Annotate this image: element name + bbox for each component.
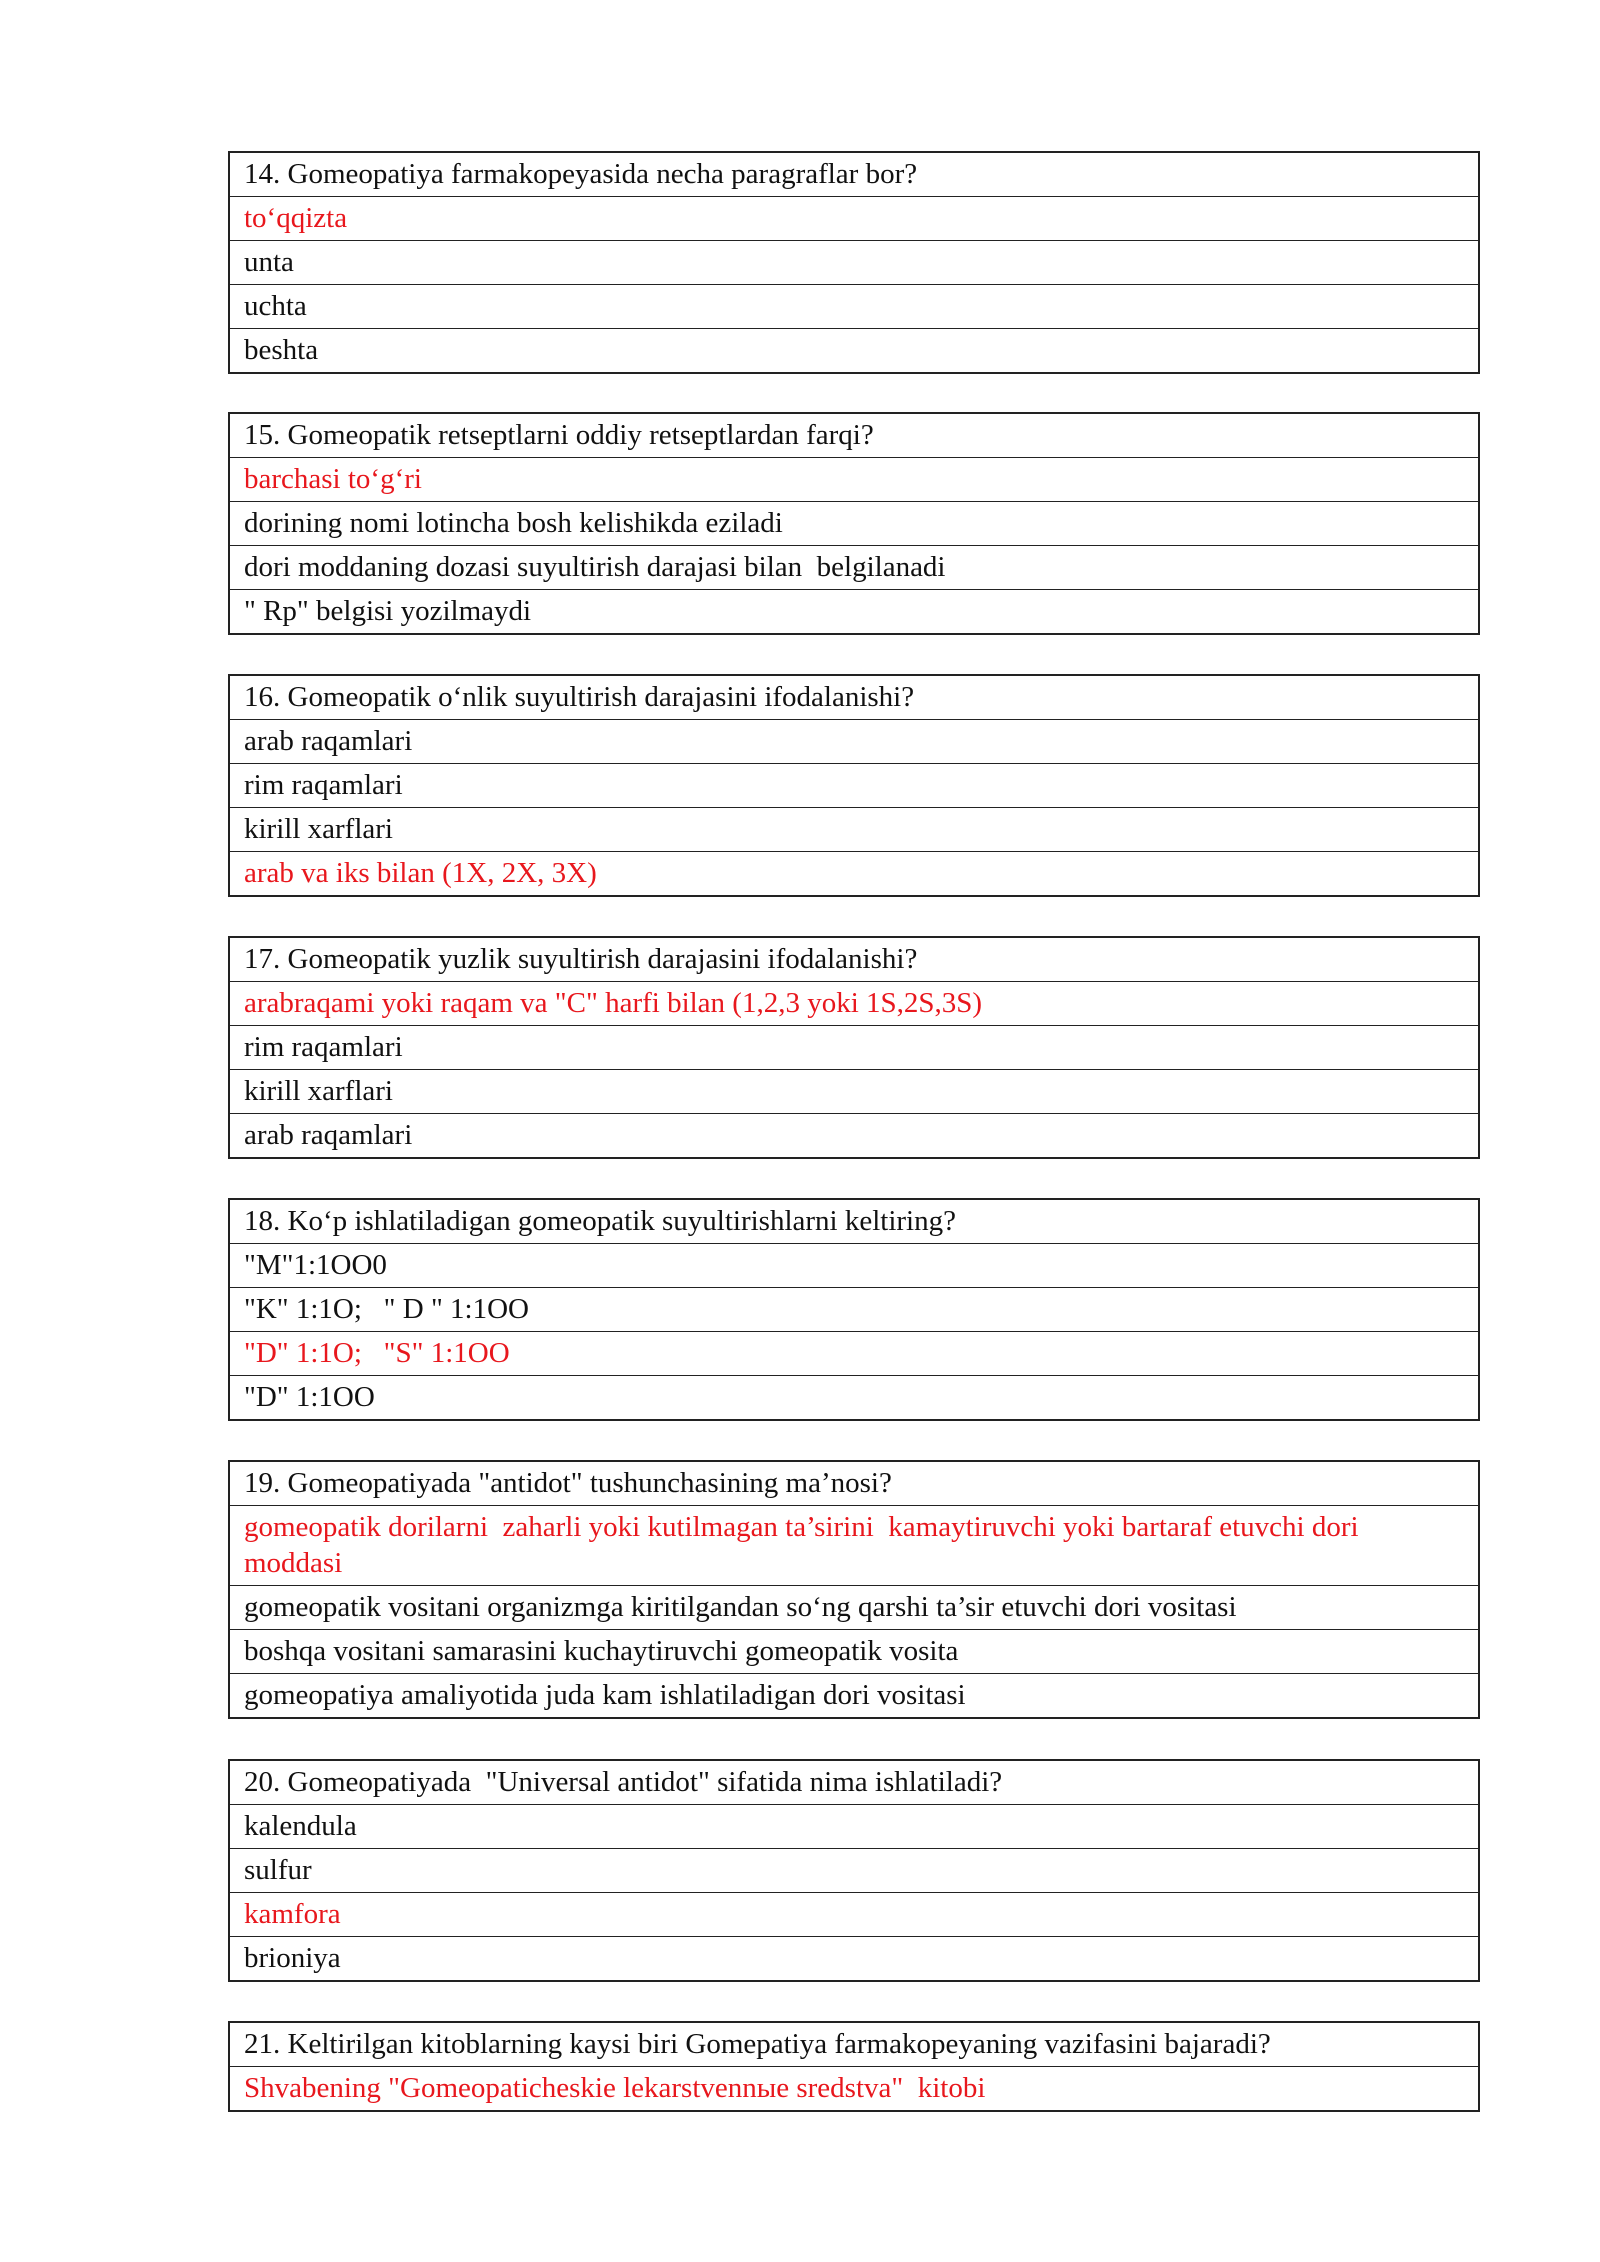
answer-option: rim raqamlari: [230, 1025, 1478, 1069]
question-table-15: [228, 412, 1480, 635]
answer-option: brioniya: [230, 1936, 1478, 1980]
question-table-18: [228, 1198, 1480, 1421]
answer-option-correct: arabraqami yoki raqam va "C" harfi bilan (1,2,3 yoki 1S,2S,3S): [230, 981, 1478, 1025]
answer-option: dori moddaning dozasi suyultirish darajasi bilan belgilanadi: [230, 545, 1478, 589]
answer-option: unta: [230, 240, 1478, 284]
answer-option: uchta: [230, 284, 1478, 328]
answer-option: sulfur: [230, 1848, 1478, 1892]
answer-option-correct: barchasi to‘g‘ri: [230, 457, 1478, 501]
answer-option-correct: arab va iks bilan (1X, 2X, 3X): [230, 851, 1478, 895]
question-text: 14. Gomeopatiya farmakopeyasida necha paragraflar bor?: [244, 158, 918, 190]
answer-option: rim raqamlari: [230, 763, 1478, 807]
question-table-19: [228, 1460, 1480, 1719]
question-text: 16. Gomeopatik o‘nlik suyultirish darajasini ifodalanishi?: [244, 681, 915, 713]
answer-option-correct: Shvabening "Gomeopaticheskie lekarstvennыe sredstva" kitobi: [230, 2066, 1478, 2110]
question-text: 21. Keltirilgan kitoblarning kaysi biri Gomepatiya farmakopeyaning vazifasini bajaradi?: [244, 2028, 1271, 2060]
question-table-20: [228, 1759, 1480, 1982]
answer-option: "D" 1:1OO: [230, 1375, 1478, 1419]
answer-option-correct: "D" 1:1O; "S" 1:1OO: [230, 1331, 1478, 1375]
answer-option: " Rp" belgisi yozilmaydi: [230, 589, 1478, 633]
answer-option: boshqa vositani samarasini kuchaytiruvchi gomeopatik vosita: [230, 1629, 1478, 1673]
answer-option: dorining nomi lotincha bosh kelishikda eziladi: [230, 501, 1478, 545]
question-text: 18. Ko‘p ishlatiladigan gomeopatik suyultirishlarni keltiring?: [244, 1205, 956, 1237]
answer-option: kalendula: [230, 1804, 1478, 1848]
answer-option: gomeopatik vositani organizmga kiritilgandan so‘ng qarshi ta’sir etuvchi dori vositasi: [230, 1585, 1478, 1629]
answer-option: gomeopatiya amaliyotida juda kam ishlatiladigan dori vositasi: [230, 1673, 1478, 1717]
question-table-16: [228, 674, 1480, 897]
question-text: 19. Gomeopatiyada "antidot" tushunchasining ma’nosi?: [244, 1467, 892, 1499]
answer-option: kirill xarflari: [230, 1069, 1478, 1113]
question-text: 17. Gomeopatik yuzlik suyultirish darajasini ifodalanishi?: [244, 943, 918, 975]
answer-option: "K" 1:1O; " D " 1:1OO: [230, 1287, 1478, 1331]
answer-option-correct: kamfora: [230, 1892, 1478, 1936]
answer-option: arab raqamlari: [230, 719, 1478, 763]
answer-option-correct: to‘qqizta: [230, 196, 1478, 240]
question-text: 20. Gomeopatiyada "Universal antidot" sifatida nima ishlatiladi?: [244, 1766, 1003, 1798]
answer-option-correct: gomeopatik dorilarni zaharli yoki kutilmagan ta’sirini kamaytiruvchi yoki bartaraf etuvchi dori moddasi: [230, 1505, 1478, 1585]
question-table-17: [228, 936, 1480, 1159]
question-text: 15. Gomeopatik retseptlarni oddiy retseptlardan farqi?: [244, 419, 874, 451]
question-table-14: [228, 151, 1480, 374]
answer-option: beshta: [230, 328, 1478, 372]
answer-option: "M"1:1OO0: [230, 1243, 1478, 1287]
answer-option: kirill xarflari: [230, 807, 1478, 851]
question-table-21: [228, 2021, 1480, 2112]
answer-option: arab raqamlari: [230, 1113, 1478, 1157]
